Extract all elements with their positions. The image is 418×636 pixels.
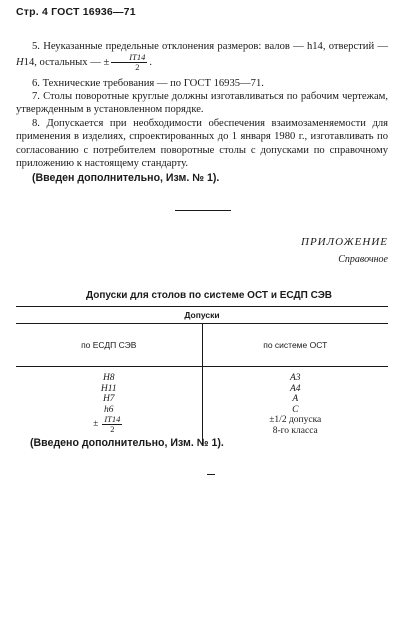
item-5-text-rest: 14, остальных — ± <box>23 57 110 69</box>
item-8: 8. Допускается при необходимости обеспечения взаимозаменяемости для применения в изделиях, спроектированных до 1 января 1980 г., изготавливать по согласованию с потребителем поворотные столы с допусками по справочному приложению к настоящему стандарту. <box>16 118 388 170</box>
plus-minus-sign: ± <box>93 419 99 430</box>
appendix-title: ПРИЛОЖЕНИЕ <box>301 236 388 248</box>
table-cell: H11 <box>100 383 117 394</box>
item-5-fraction <box>111 53 147 72</box>
table-header-esdp: по ЕСДП СЭВ <box>16 324 202 367</box>
item-5 <box>16 40 388 72</box>
table-col-ost <box>202 367 388 445</box>
tolerance-fraction-denominator: 2 <box>110 424 115 434</box>
item-7: 7. Столы поворотные круглые должны изготавливаться по рабочим чертежам, утвержденным в установленном порядке. <box>16 91 388 116</box>
amendment-note-1: (Введен дополнительно, Изм. № 1). <box>32 172 220 184</box>
amendment-note-2: (Введено дополнительно, Изм. № 1). <box>30 437 224 449</box>
table-cell: C <box>292 404 299 415</box>
item-6: 6. Технические требования — по ГОСТ 16935—71. <box>32 78 264 89</box>
table-cell: A <box>292 394 299 404</box>
table-header-ost: по системе ОСТ <box>202 324 388 367</box>
tolerance-fraction <box>102 415 122 434</box>
page-header: Стр. 4 ГОСТ 16936—71 <box>16 6 136 18</box>
table-cell: H7 <box>102 394 115 404</box>
item-5-text: 5. Неуказанные предельные отклонения размеров: валов — h14, отверстий — <box>32 41 388 52</box>
table-cell: H8 <box>102 373 115 383</box>
table-cell: A4 <box>289 383 301 394</box>
page-end-mark <box>207 474 215 475</box>
appendix-subtitle: Справочное <box>338 254 388 265</box>
tolerance-table <box>16 306 388 444</box>
table-cell: 8-го класса <box>272 425 318 436</box>
tolerance-fraction-numerator: IT14 <box>104 414 121 424</box>
item-5-h-symbol: H <box>16 57 24 69</box>
table-cell: A3 <box>289 373 301 383</box>
item-5-fraction-denominator: 2 <box>135 62 140 73</box>
table-col-esdp <box>16 367 202 445</box>
table-group-header: Допуски <box>16 307 388 324</box>
table-caption: Допуски для столов по системе ОСТ и ЕСДП СЭВ <box>85 290 333 301</box>
section-divider <box>175 210 231 211</box>
table-cell: ±1/2 допуска <box>269 415 322 425</box>
item-5-end: . <box>149 57 152 69</box>
table-cell-fraction <box>93 415 124 434</box>
item-5-fraction-numerator: IT14 <box>111 53 147 63</box>
table-cell: h6 <box>104 404 114 415</box>
